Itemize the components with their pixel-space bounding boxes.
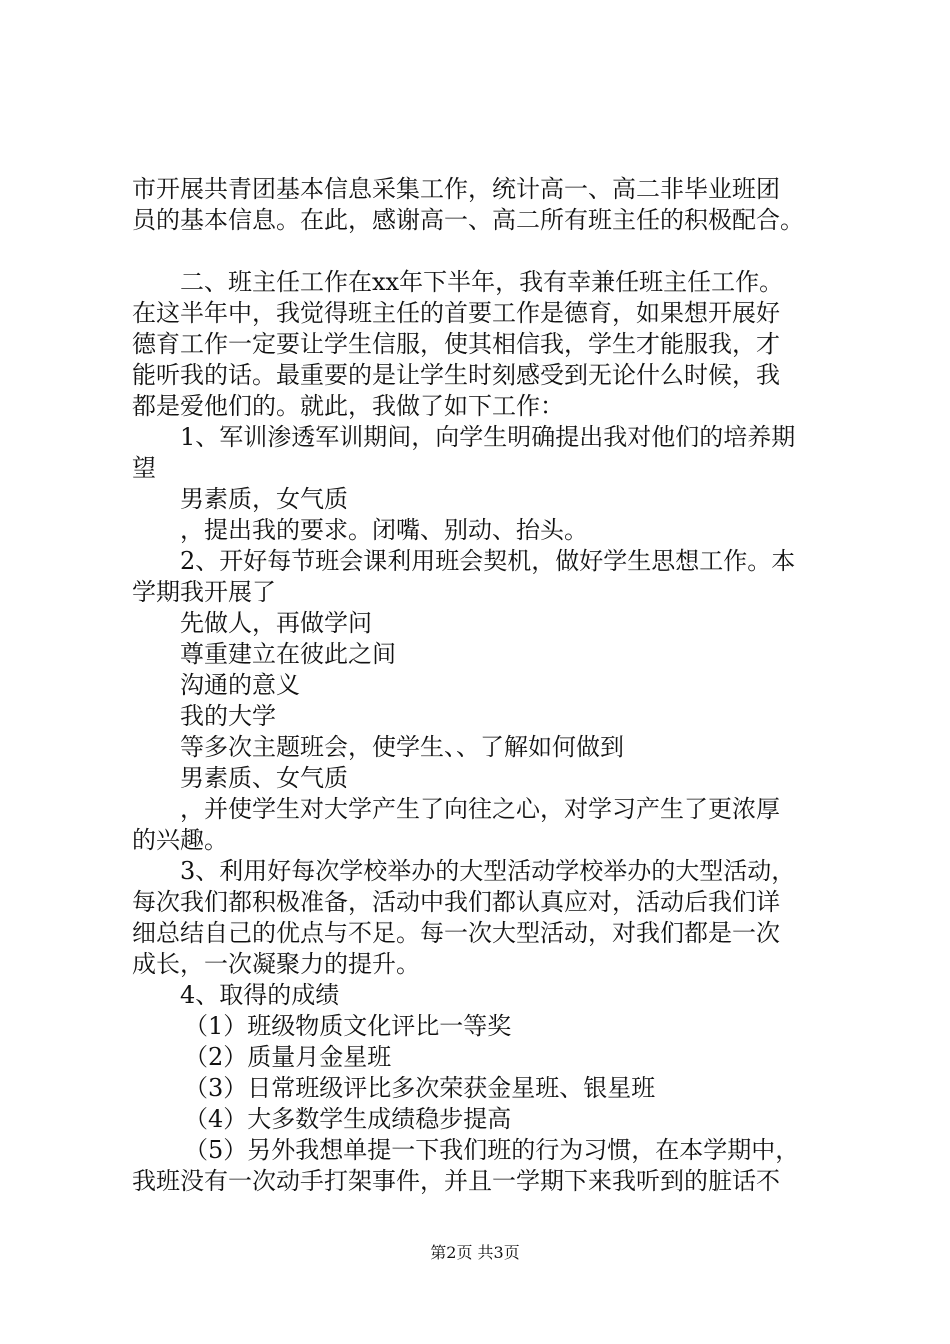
text-line: 尊重建立在彼此之间 [180, 640, 396, 668]
text-line: 4、取得的成绩 [180, 981, 340, 1009]
text-line: 男素质，女气质 [180, 485, 348, 513]
text-line: 沟通的意义 [180, 671, 300, 699]
page-footer [0, 1242, 950, 1264]
text-line: 望 [132, 454, 156, 482]
text-line: 员的基本信息。在此，感谢高一、高二所有班主任的积极配合。 [132, 206, 804, 234]
text-line: 我的大学 [180, 702, 276, 730]
text-line: （5）另外我想单提一下我们班的行为习惯，在本学期中， [184, 1136, 800, 1164]
text-line: 男素质、女气质 [180, 764, 348, 792]
text-line: 在这半年中，我觉得班主任的首要工作是德育，如果想开展好 [132, 299, 780, 327]
body-text [132, 174, 842, 1197]
text-line: 我班没有一次动手打架事件，并且一学期下来我听到的脏话不 [132, 1167, 780, 1195]
paragraph-gap [132, 236, 842, 267]
text-line: 等多次主题班会，使学生、、了解如何做到 [180, 733, 624, 761]
text-line: 德育工作一定要让学生信服，使其相信我，学生才能服我，才 [132, 330, 780, 358]
text-line: 成长，一次凝聚力的提升。 [132, 950, 420, 978]
text-line: 2、开好每节班会课利用班会契机，做好学生思想工作。本 [180, 547, 796, 575]
text-line: 学期我开展了 [132, 578, 276, 606]
text-line: 市开展共青团基本信息采集工作，统计高一、高二非毕业班团 [132, 175, 780, 203]
text-line: ，并使学生对大学产生了向往之心，对学习产生了更浓厚 [180, 795, 780, 823]
text-line: （2）质量月金星班 [184, 1043, 392, 1071]
text-line: 先做人，再做学问 [180, 609, 372, 637]
text-line: （1）班级物质文化评比一等奖 [184, 1012, 512, 1040]
text-line: （3）日常班级评比多次荣获金星班、银星班 [184, 1074, 656, 1102]
text-line: ，提出我的要求。闭嘴、别动、抬头。 [180, 516, 588, 544]
text-line: 1、军训渗透军训期间，向学生明确提出我对他们的培养期 [180, 423, 796, 451]
text-line: 每次我们都积极准备，活动中我们都认真应对，活动后我们详 [132, 888, 780, 916]
text-line: 的兴趣。 [132, 826, 228, 854]
text-line: 3、利用好每次学校举办的大型活动学校举办的大型活动， [180, 857, 796, 885]
text-line: 二、班主任工作在xx年下半年，我有幸兼任班主任工作。 [180, 268, 784, 296]
page-number-label: 第2页 共3页 [430, 1243, 520, 1262]
text-line: 能听我的话。最重要的是让学生时刻感受到无论什么时候，我 [132, 361, 780, 389]
text-line: 都是爱他们的。就此，我做了如下工作： [132, 392, 564, 420]
text-line: （4）大多数学生成绩稳步提高 [184, 1105, 512, 1133]
text-line: 细总结自己的优点与不足。每一次大型活动，对我们都是一次 [132, 919, 780, 947]
